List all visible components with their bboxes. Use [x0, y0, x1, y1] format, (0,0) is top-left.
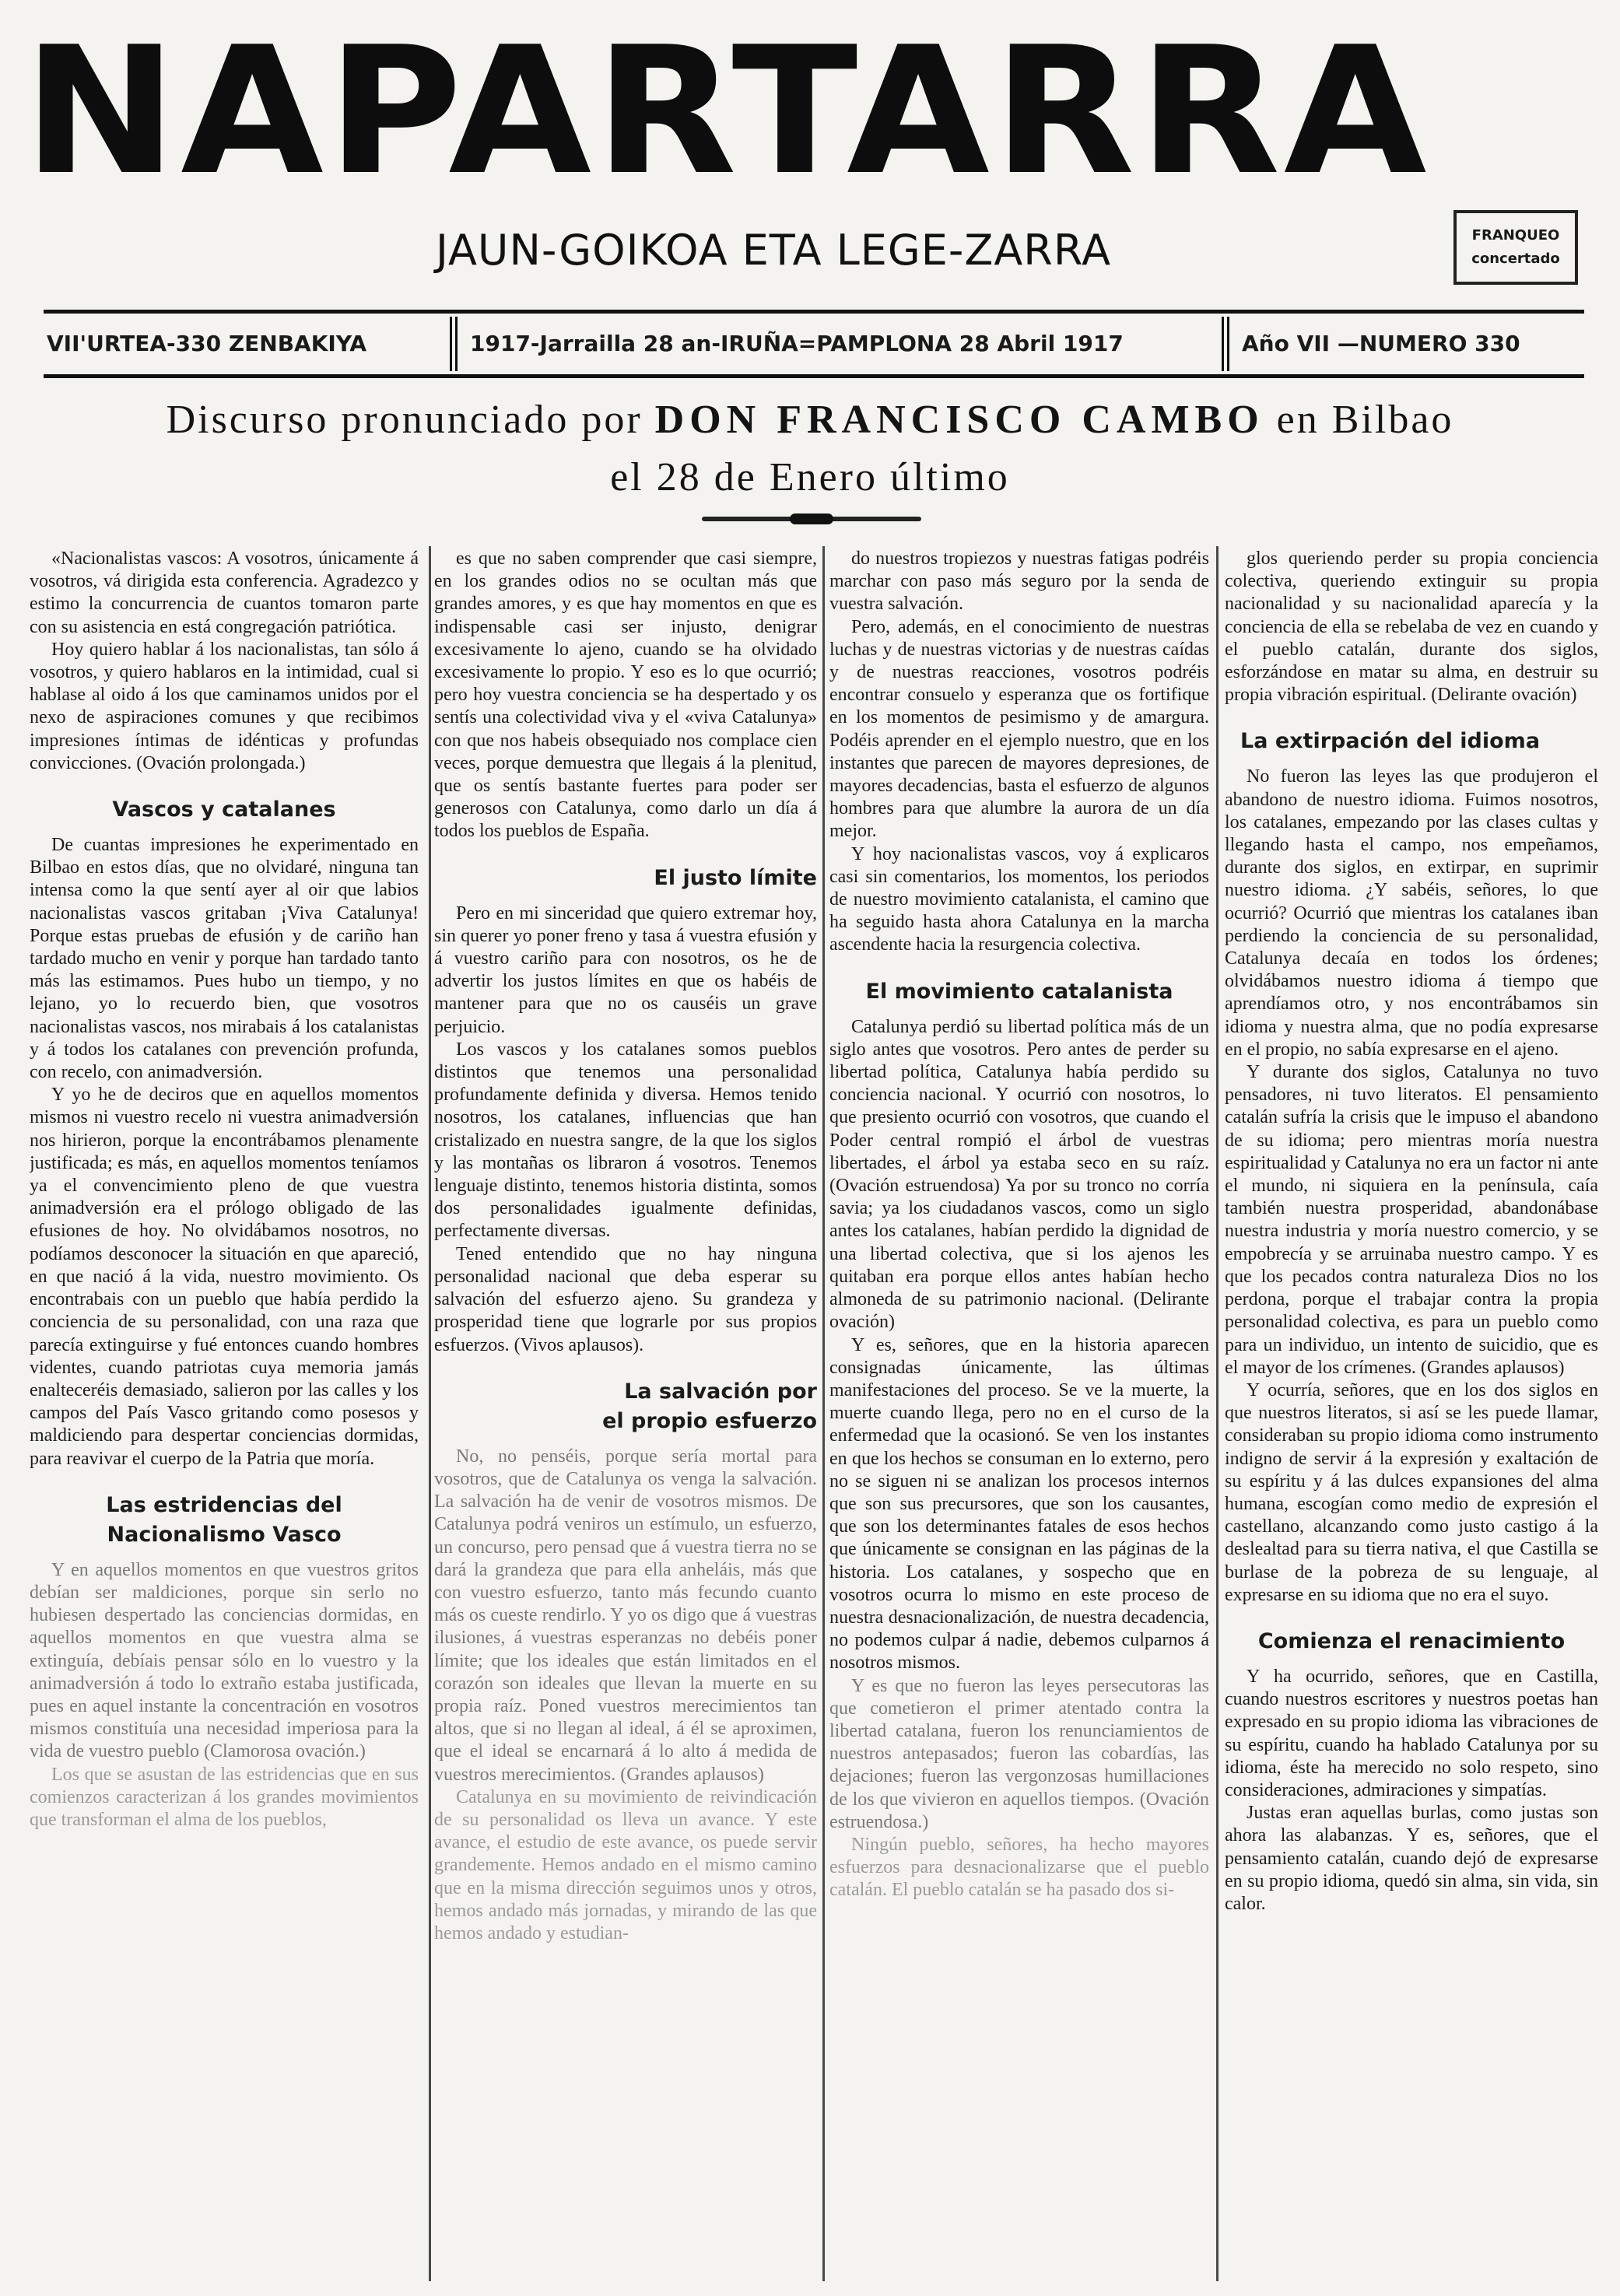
subheading: El movimiento catalanista [865, 979, 1173, 1004]
paragraph: Y ocurría, señores, que en los dos siglos en que nuestros literatos, si así se les puede llamar, consideraban su propio idioma como instrumento indigno de servir á la expresión y exaltación de su espíritu y á las dulces expansiones del alma humana, escogían como medio de expresión el castellano, alcanzando como justo castigo á la deslealtad para su tierra nativa, el que Castilla se burlase de la pobreza de su lenguaje, al expresarse en su idioma que no era el suyo. [1225, 1379, 1598, 1605]
paragraph: Pero en mi sinceridad que quiero extremar hoy, sin querer yo poner freno y tasa á vuestra efusión y á vuestro cariño para con nosotros, os he de advertir los justos límites en que os habéis de mantener para que no os causéis un grave perjuicio. [434, 903, 817, 1037]
masthead-title: NAPARTARRA [23, 22, 1430, 202]
paragraph: Y en aquellos momentos en que vuestros gritos debían ser maldiciones, porque sin serlo no hubiesen despertado las conciencias dormidas, en aquellos momentos en que vuestra alma se extinguía, debíais pensar sólo en lo vuestro y la animadversión á todo lo extraño estaba justificada, pues en aquel instante la concentración en vosotros mismos constituía una necesidad imperiosa para la vida de vuestro pueblo (Clamorosa ovación.) [30, 1559, 419, 1762]
paragraph: Y ha ocurrido, señores, que en Castilla, cuando nuestros escritores y nuestros poetas han expresado en su propio idioma las vibraciones de su espíritu, cuando ha hablado Catalunya por su idioma, éste ha merecido no solo respeto, sino consideraciones, admiraciones y simpatías. [1225, 1666, 1598, 1800]
column-rule [822, 546, 825, 2281]
paragraph: Los vascos y los catalanes somos pueblos distintos que tenemos una personalidad profundamente definida y diversa. Hemos tenido nosotros, los catalanes, influencias que han cristalizado en nuestra sangre, de la que los siglos y las montañas os libraron á vosotros. Tenemos lenguaje distinto, tenemos historia distinta, somos dos personalidades igualmente definidas, perfectamente diversas. [434, 1039, 817, 1242]
paragraph: «Nacionalistas vascos: A vosotros, únicamente á vosotros, vá dirigida esta conferencia. Agradezco y estimo la concurrencia de cuantos tomaron parte con su asistencia en está congregación patriótica. [30, 549, 419, 637]
subheading: El justo límite [654, 865, 817, 890]
paragraph: De cuantas impresiones he experimentado en Bilbao en estos días, que no olvidaré, ninguna tan intensa como la que sentí ayer al oir que labios nacionalistas vascos gritaban ¡Viva Catalunya! Porque estas pruebas de efusión y de cariño han tardado mucho en venir y porque han tardado tanto más las estimamos. Pues hubo un tiempo, y no lejano, yo lo recuerdo bien, que vosotros nacionalistas vascos, nos mirabais á los catalanistas y á todos los catalanes con prevención profunda, con recelo, con animadversión. [30, 835, 419, 1083]
article-column-3 [829, 548, 1209, 2267]
franqueo-line2: concertado [1471, 251, 1560, 267]
article-column-2 [434, 548, 817, 2267]
headline-ornament [790, 514, 833, 524]
issue-date: 1917-Jarrailla 28 an-IRUÑA=PAMPLONA 28 Abril 1917 [470, 331, 1124, 356]
paragraph: Y es, señores, que en la historia aparecen consignadas únicamente, las últimas manifestaciones del proceso. Se ve la muerte, la muerte cuando llega, pero no en el curso de la enfermedad que la ocasionó. Se ven los instantes en que los hechos se consuman en lo externo, pero no se siguen ni se analizan los procesos internos que son sus precursores, que son los causantes, que son los determinantes fatales de esos hechos que únicamente se consignan en las páginas de la historia. Los catalanes, y sospecho que en vosotros ocurra lo mismo en este proceso de nuestra desnacionalización, de nuestra decadencia, no podemos culpar á nadie, debemos culparnos á nosotros mismos. [829, 1334, 1209, 1674]
infobar-separator [1222, 317, 1229, 371]
paragraph: No, no penséis, porque sería mortal para vosotros, que de Catalunya os venga la salvación. La salvación ha de venir de vosotros mismos. De Catalunya podrá veniros un estímulo, un esfuerzo, un concurso, pero pensad que á vuestra tierra no se dará la grandeza que para ella anheláis, más que con vuestro esfuerzo, tanto más fecundo cuanto más os cueste rendirlo. Y yo os digo que á vuestras ilusiones, á vuestras esperanzas no debéis poner límite; que los ideales que están limitados en el corazón son ideales que llevan la muerte en su propia raíz. Poned vuestros merecimientos tan altos, que si no llegan al ideal, á él se aproximen, que el ideal se encarnará á lo alto á medida de vuestros merecimientos. (Grandes aplausos) [434, 1446, 817, 1785]
subheading: La extirpación del idioma [1240, 729, 1541, 754]
subheading: La salvación por [624, 1379, 817, 1404]
subheading: Comienza el renacimiento [1257, 1628, 1566, 1653]
infobar-separator [450, 317, 458, 371]
masthead-subtitle: JAUN-GOIKOA ETA LEGE-ZARRA [436, 226, 1112, 275]
paragraph: Hoy quiero hablar á los nacionalistas, tan sólo á vosotros, y quiero hablaros en la intimidad, cual si hablase al oido á los que caminamos unidos por el nexo de aspiraciones comunes y que recibimos impresiones íntimas de idénticas y profundas convicciones. (Ovación prolongada.) [30, 639, 419, 773]
paragraph: Y yo he de deciros que en aquellos momentos mismos ni vuestro recelo ni vuestra animadversión nos hirieron, porque la encontrábamos plenamente justificada; es más, en aquellos momentos teníamos ya el convencimiento pleno de que vuestra animadversión era el prólogo obligado de las efusiones de hoy. No olvidábamos nosotros, no podíamos desconocer la situación en que apareció, en que nació á la vida, nuestro movimiento. Os encontrabais con un pueblo que había perdido la conciencia de su personalidad, con una raza que parecía extinguirse y fué entonces cuando hombres videntes, cuando patriotas cuya memoria jamás enalteceréis demasiado, salieron por las calles y los campos del País Vasco gritando como posesos y maldiciendo para despertar conciencias dormidas, para reavivar el cuerpo de la Patria que moría. [30, 1085, 419, 1469]
headline-line2: el 28 de Enero último [610, 455, 1010, 500]
subheading: Vascos y catalanes [112, 797, 336, 822]
paragraph: Tened entendido que no hay ninguna personalidad nacional que deba esperar su salvación del esfuerzo ajeno. Su grandeza y prosperidad tiene que lograrle por sus propios esfuerzos. (Vivos aplausos). [434, 1243, 817, 1355]
paragraph: No fueron las leyes las que produjeron el abandono de nuestro idioma. Fuimos nosotros, los catalanes, empezando por las clases cultas y llegando hasta el campo, nos empeñamos, durante dos siglos, en extirpar, en suprimir nuestro idioma. ¿Y sabéis, señores, lo que ocurrió? Ocurrió que mientras los catalanes iban perdiendo la conciencia de su personalidad, Catalunya decaía en todos los órdenes; olvidábamos nuestro idioma á tiempo que aprendíamos otro, y nos encontrábamos sin idioma y nuestra alma, que no podía expresarse en el propio, no sabía expresarse en el ajeno. [1225, 766, 1598, 1060]
paragraph: Los que se asustan de las estridencias que en sus comienzos caracterizan á los grandes movimientos que transforman el alma de los pueblos, [30, 1764, 419, 1830]
article-column-1 [30, 548, 419, 2267]
paragraph: glos queriendo perder su propia conciencia colectiva, queriendo extinguir su propia nacionalidad y su nacionalidad aparecía y la conciencia de ella se rebelaba de vez en cuando y el pueblo catalán, durante dos siglos, esforzándose en matar su alma, en destruir su propia vibración espiritual. (Delirante ovación) [1225, 549, 1598, 706]
headline-speaker: DON FRANCISCO CAMBO [654, 398, 1264, 442]
franqueo-line1: FRANQUEO [1471, 227, 1560, 244]
paragraph: Ningún pueblo, señores, ha hecho mayores esfuerzos para desnacionalizarse que el pueblo catalán. El pueblo catalán se ha pasado dos si- [829, 1834, 1209, 1901]
subheading: Las estridencias del [106, 1492, 342, 1517]
paragraph: do nuestros tropiezos y nuestras fatigas podréis marchar con paso más seguro por la senda de vuestra salvación. [829, 549, 1209, 615]
paragraph: Catalunya perdió su libertad política más de un siglo antes que vosotros. Pero antes de perder su libertad política, Catalunya había perdido su conciencia nacional. Y ocurrió con nosotros, lo que presiento ocurrió con vosotros, que cuando el Poder central rompió el árbol de vuestras libertades, el árbol ya estaba seco en su raíz. (Ovación estruendosa) Ya por su tronco no corría savia; ya los ciudadanos vascos, como un siglo antes los catalanes, habían perdido la dignidad de una libertad colectiva, que si los ajenos les quitaban era porque ellos antes habían hecho almoneda de su patrimonio nacional. (Delirante ovación) [829, 1016, 1209, 1333]
paragraph: Justas eran aquellas burlas, como justas son ahora las alabanzas. Y es, señores, que el pensamiento catalán, cuando dejó de expresarse en su propio idioma, quedó sin alma, sin vida, sin calor. [1225, 1803, 1598, 1914]
issue-number-spanish: Año VII —NUMERO 330 [1242, 331, 1520, 356]
column-rule [429, 546, 431, 2281]
paragraph: Y durante dos siglos, Catalunya no tuvo pensadores, ni tuvo literatos. El pensamiento catalán sufría la crisis que le impuso el abandono de su idioma; pero mientras moría nuestra espiritualidad y Catalunya no era un factor ni ante el mundo, ni siquiera en la península, caía también nuestra prosperidad, abandonábase nuestra industria y moría nuestro comercio, y se empobrecía y se arruinaba nuestro campo. Y es que los pecados contra naturaleza Dios no los perdona, porque el trabajar contra la propia personalidad colectiva, es para un pueblo como para un individuo, un intento de suicidio, que es el mayor de los crímenes. (Grandes aplausos) [1225, 1062, 1598, 1378]
franqueo-stamp [1453, 210, 1578, 285]
paragraph: Catalunya en su movimiento de reivindicación de su personalidad os lleva un avance. Y este avance, el estudio de este avance, os puede servir grandemente. Hemos andado en el mismo camino que en la misma dirección seguimos unos y otros, hemos andado más jornadas, y mirando de las que hemos andado y estudian- [434, 1786, 817, 1944]
subheading: el propio esfuerzo [602, 1408, 817, 1433]
subheading: Nacionalismo Vasco [107, 1522, 342, 1547]
paragraph: Y es que no fueron las leyes persecutoras las que cometieron el primer atentado contra la libertad catalana, fueron los renunciamientos de nuestros antepasados; fueron las cobardías, las dejaciones; fueron las vergonzosas humillaciones de los que vivieron en aquellos tiempos. (Ovación estruendosa.) [829, 1675, 1209, 1832]
headline-line1 [78, 397, 1542, 443]
headline-pre: Discurso pronunciado por [166, 398, 643, 442]
paragraph: es que no saben comprender que casi siempre, en los grandes odios no se ocultan más que grandes amores, y es que hay momentos en que es indispensable casi ser injusto, denigrar excesivamente lo ajeno, cuando se ha olvidado excesivamente lo propio. Y eso es lo que ocurrió; pero hoy vuestra conciencia se ha despertado y os sentís una colectividad viva y el «viva Catalunya» con que nos habeis obsequiado nos complace cien veces, porque demuestra que llegais á la plenitud, que os sentís bastante fuertes para poder ser generosos con Catalunya, como darlo un día á todos los pueblos de España. [434, 549, 817, 842]
article-column-4 [1225, 548, 1598, 2267]
paragraph: Y hoy nacionalistas vascos, voy á explicaros casi sin comentarios, los momentos, los periodos de nuestro movimiento catalanista, el camino que ha seguido hasta ahora Catalunya en la marcha ascendente hacia la resurgencia colectiva. [829, 843, 1209, 955]
column-rule [1216, 546, 1219, 2281]
issue-number-basque: VII'URTEA-330 ZENBAKIYA [47, 331, 367, 356]
issue-info-bar [44, 310, 1584, 378]
paragraph: Pero, además, en el conocimiento de nuestras luchas y de nuestras victorias y de nuestras caídas y de nuestras reacciones, vosotros podréis encontrar consuelo y esperanza que os fortifique en los momentos de pesimismo y de amargura. Podéis aprender en el ejemplo nuestro, que en los instantes que parecen de mayores depresiones, de mayores decadencias, basta el esfuerzo de algunos hombres para que alumbre la aurora de un día mejor. [829, 616, 1209, 842]
headline-post: en Bilbao [1276, 398, 1454, 442]
